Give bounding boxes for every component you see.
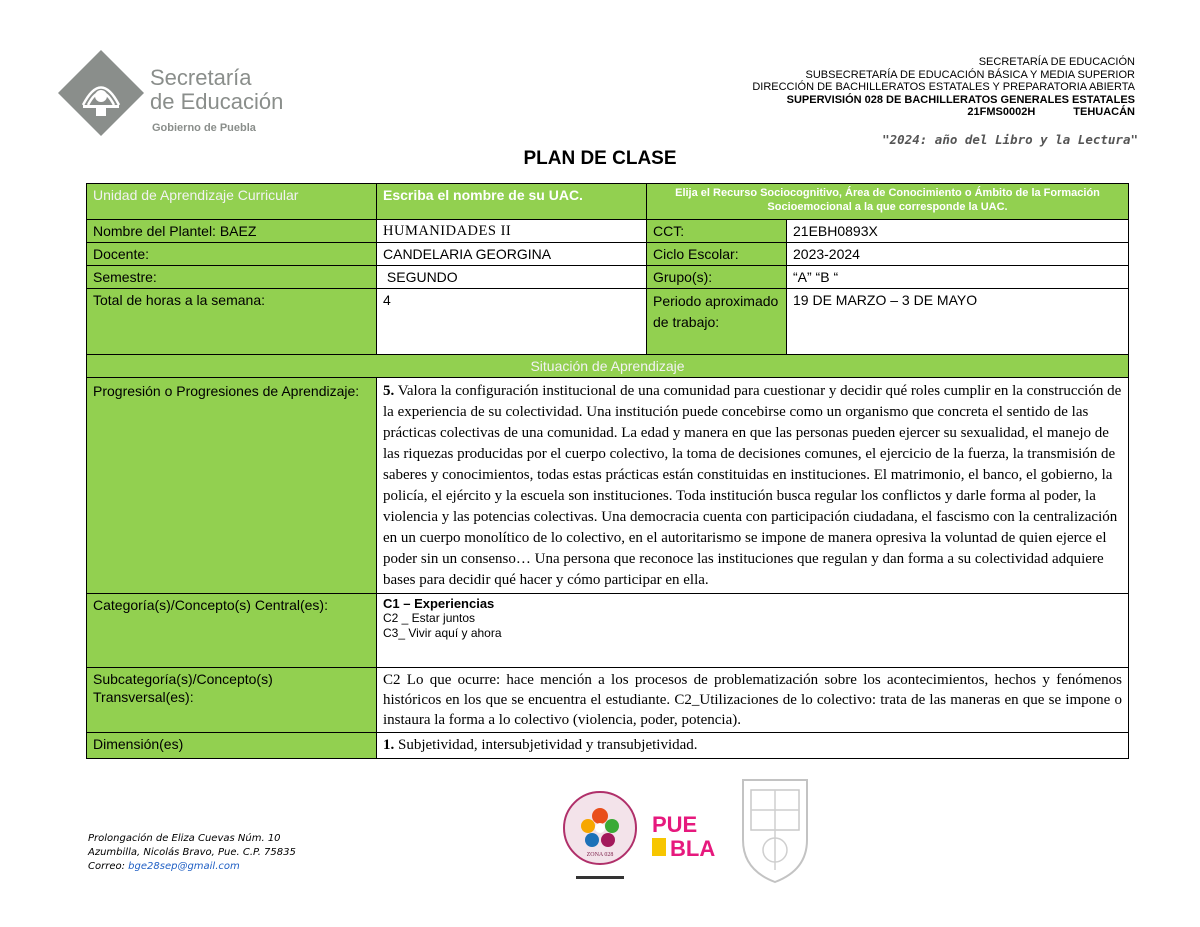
zona-028-seal-icon <box>560 786 640 886</box>
situation-header: Situación de Aprendizaje <box>87 355 1129 378</box>
categoria-item: C2 _ Estar juntos <box>383 611 476 625</box>
categoria-label: Categoría(s)/Concepto(s) Central(es): <box>87 594 377 668</box>
logo-subtitle: Gobierno de Puebla <box>152 122 256 134</box>
categoria-item: C3_ Vivir aquí y ahora <box>383 626 502 640</box>
dimension-cell <box>377 733 1129 759</box>
header-line: SECRETARÍA DE EDUCACIÓN <box>978 56 1135 68</box>
cct-label: CCT: <box>647 220 787 243</box>
page-title: PLAN DE CLASE <box>523 148 677 169</box>
footer-address <box>88 832 296 874</box>
header-ciudad: TEHUACÁN <box>1073 106 1135 118</box>
puebla-logo <box>650 810 722 860</box>
uac-value: HUMANIDADES II <box>377 220 647 243</box>
dimension-label: Dimensión(es) <box>87 733 377 759</box>
categorias-cell <box>377 594 1129 668</box>
grupo-label: Grupo(s): <box>647 266 787 289</box>
semestre-label: Semestre: <box>87 266 377 289</box>
progresion-cell <box>377 378 1129 594</box>
progresion-label: Progresión o Progresiones de Aprendizaje: <box>87 378 377 594</box>
general-info-table <box>86 183 1129 355</box>
puebla-logo-bottom: BLA <box>670 836 716 860</box>
periodo-value: 19 DE MARZO – 3 DE MAYO <box>787 289 1129 355</box>
email-link[interactable]: bge28sep@gmail.com <box>128 861 240 872</box>
email-line <box>88 860 296 874</box>
subcategoria-text: C2 Lo que ocurre: hace mención a los procesos de problematización sobre los acontecimientos, hechos y fenómenos históricos en los que se encuentra el estudiante. C2_Utilizaciones de lo colectivo: trata de las maneras en que se impone o instaura la forma a lo colectivo (violencia, poder, potencia). <box>377 668 1129 733</box>
horas-value: 4 <box>377 289 647 355</box>
uac-label: Unidad de Aprendizaje Curricular <box>87 184 377 220</box>
header-line: SUPERVISIÓN 028 DE BACHILLERATOS GENERALES ESTATALES <box>786 93 1135 106</box>
dimension-text: Subjetividad, intersubjetividad y transubjetividad. <box>394 737 698 753</box>
uac-prompt: Escriba el nombre de su UAC. <box>377 184 647 220</box>
address-line: Azumbilla, Nicolás Bravo, Pue. C.P. 75835 <box>88 847 296 858</box>
header-clave: 21FMS0002H <box>967 106 1036 118</box>
header-line: DIRECCIÓN DE BACHILLERATOS ESTATALES Y PREPARATORIA ABIERTA <box>752 81 1135 93</box>
docente-label: Docente: <box>87 243 377 266</box>
institution-header <box>752 56 1135 119</box>
email-label: Correo: <box>88 861 129 872</box>
recurso-prompt: Elija el Recurso Sociocognitivo, Área de Conocimiento o Ámbito de la Formación Socioemocional a la que corresponde la UAC. <box>647 184 1129 220</box>
semestre-value: SEGUNDO <box>377 266 647 289</box>
puebla-coat-of-arms-icon <box>735 770 815 888</box>
education-emblem-icon <box>58 50 144 136</box>
header-clave-row <box>752 106 1135 119</box>
ciclo-label: Ciclo Escolar: <box>647 243 787 266</box>
dimension-number: 1. <box>383 737 395 753</box>
header-line: SUBSECRETARÍA DE EDUCACIÓN BÁSICA Y MEDIA SUPERIOR <box>805 68 1135 81</box>
periodo-label: Periodo aproximado de trabajo: <box>647 289 787 355</box>
cct-value: 21EBH0893X <box>787 220 1129 243</box>
categoria-item: C1 – Experiencias <box>383 596 495 611</box>
subcategoria-label: Subcategoría(s)/Concepto(s) Transversal(es): <box>87 668 377 733</box>
docente-value: CANDELARIA GEORGINA <box>377 243 647 266</box>
year-motto: "2024: año del Libro y la Lectura" <box>882 132 1138 147</box>
progresion-number: 5. <box>383 383 395 399</box>
address-line: Prolongación de Eliza Cuevas Núm. 10 <box>88 833 281 844</box>
ciclo-value: 2023-2024 <box>787 243 1129 266</box>
grupo-value: “A” “B “ <box>787 266 1129 289</box>
learning-situation-table <box>86 354 1129 759</box>
logo-title: Secretaría de Educación <box>150 65 284 114</box>
zona-text: ZONA 028 <box>586 852 614 858</box>
puebla-logo-top: PUE <box>652 812 698 837</box>
horas-label: Total de horas a la semana: <box>87 289 377 355</box>
plantel-label: Nombre del Plantel: BAEZ <box>87 220 377 243</box>
secretaria-logo <box>58 48 318 140</box>
progresion-text: Valora la configuración institucional de una comunidad para cuestionar y decidir qué roles cumplir en la construcción de la experiencia de su colectividad. Una institución puede concebirse como un organismo que concreta el sentido de las prácticas colectivas de una comunidad. La edad y manera en que las personas pueden ejercer su sexualidad, el manejo de las riquezas producidas por el cuerpo colectivo, la toma de decisiones comunes, el ejercicio de la fuerza, la transmisión de saberes y conocimientos, todas estas prácticas están constituidas en instituciones. El matrimonio, el banco, el gobierno, la policía, el ejército y la escuela son instituciones. Toda institución busca regular los conflictos y darle forma al poder, la violencia y las potencias colectivas. Una democracia cuenta con participación ciudadana, el fascismo con la centralización en un cuerpo monolítico de lo colectivo, en el autoritarismo se impone de manera opresiva la voluntad de quien ejerce el poder sin un consenso… Una persona que reconoce las instituciones que regulan y dan forma a su colectividad adquiere bases para decidir qué hacer y cómo participar en ella. <box>383 383 1122 588</box>
